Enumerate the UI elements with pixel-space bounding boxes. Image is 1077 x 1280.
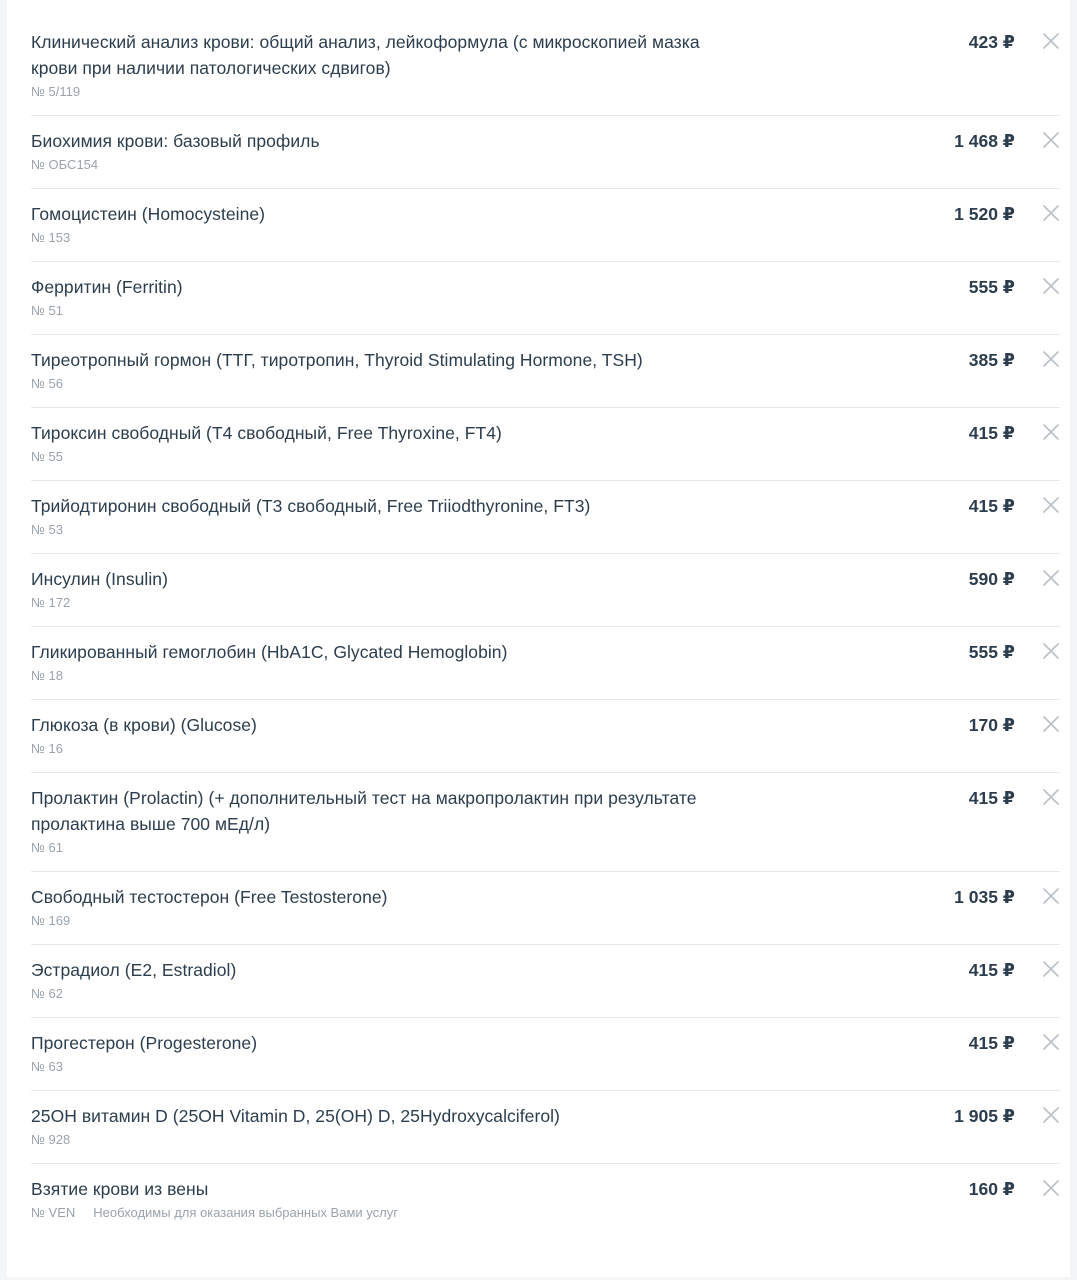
item-price: 1 468 ₽	[954, 131, 1015, 151]
remove-item-button[interactable]	[1042, 1033, 1060, 1051]
item-price: 415 ₽	[968, 788, 1015, 808]
item-code: № 56	[31, 376, 64, 391]
cart-item	[31, 481, 1060, 554]
item-name: Инсулин (Insulin)	[31, 569, 168, 589]
item-code: № 61	[31, 840, 64, 855]
item-meta	[31, 1057, 1060, 1077]
item-name: Пролактин (Prolactin) (+ дополнительный тест на макропролактин при результате пролактина выше 700 мЕд/л)	[31, 788, 697, 834]
remove-item-button[interactable]	[1042, 32, 1060, 50]
item-name: Эстрадиол (E2, Estradiol)	[31, 960, 237, 980]
close-icon	[1042, 715, 1060, 733]
close-icon	[1042, 204, 1060, 222]
close-icon	[1042, 642, 1060, 660]
close-icon	[1042, 423, 1060, 441]
item-meta	[31, 1203, 1060, 1223]
close-icon	[1042, 788, 1060, 806]
item-name: Тироксин свободный (Т4 свободный, Free Thyroxine, FT4)	[31, 423, 502, 443]
cart-item	[31, 262, 1060, 335]
item-code: № 16	[31, 741, 64, 756]
cart-item	[31, 1164, 1060, 1236]
cart-item	[31, 627, 1060, 700]
item-code: № 5/119	[31, 84, 81, 99]
cart-item	[31, 554, 1060, 627]
remove-item-button[interactable]	[1042, 277, 1060, 295]
item-price: 170 ₽	[968, 715, 1015, 735]
cart-item	[31, 1091, 1060, 1164]
remove-item-button[interactable]	[1042, 569, 1060, 587]
remove-item-button[interactable]	[1042, 788, 1060, 806]
remove-item-button[interactable]	[1042, 642, 1060, 660]
cart-item	[31, 189, 1060, 262]
item-price: 385 ₽	[968, 350, 1015, 370]
item-code: № 928	[31, 1132, 71, 1147]
item-code: № 53	[31, 522, 64, 537]
close-icon	[1042, 1106, 1060, 1124]
item-price: 415 ₽	[968, 1033, 1015, 1053]
remove-item-button[interactable]	[1042, 496, 1060, 514]
item-price: 590 ₽	[968, 569, 1015, 589]
item-code: № 55	[31, 449, 64, 464]
item-name: Свободный тестостерон (Free Testosterone)	[31, 887, 388, 907]
remove-item-button[interactable]	[1042, 131, 1060, 149]
item-meta	[31, 447, 1060, 467]
item-name: Ферритин (Ferritin)	[31, 277, 183, 297]
cart-item	[31, 17, 1060, 116]
close-icon	[1042, 1179, 1060, 1197]
remove-item-button[interactable]	[1042, 1179, 1060, 1197]
item-name: Гликированный гемоглобин (HbA1C, Glycated Hemoglobin)	[31, 642, 508, 662]
remove-item-button[interactable]	[1042, 1106, 1060, 1124]
remove-item-button[interactable]	[1042, 960, 1060, 978]
item-meta	[31, 155, 1060, 175]
item-code: № VEN	[31, 1205, 76, 1220]
item-code: № 153	[31, 230, 71, 245]
cart-panel	[7, 0, 1070, 1277]
item-price: 415 ₽	[968, 496, 1015, 516]
item-code: № ОБС154	[31, 157, 99, 172]
item-meta	[31, 82, 1060, 102]
item-meta	[31, 228, 1060, 248]
item-code: № 18	[31, 668, 64, 683]
item-name: 25OH витамин D (25OH Vitamin D, 25(OH) D, 25Hydroxycalciferol)	[31, 1106, 560, 1126]
close-icon	[1042, 496, 1060, 514]
item-price: 415 ₽	[968, 960, 1015, 980]
remove-item-button[interactable]	[1042, 887, 1060, 905]
item-meta	[31, 911, 1060, 931]
cart-item	[31, 945, 1060, 1018]
item-code: № 63	[31, 1059, 64, 1074]
cart-item	[31, 335, 1060, 408]
cart-item	[31, 773, 1060, 872]
item-meta	[31, 593, 1060, 613]
remove-item-button[interactable]	[1042, 204, 1060, 222]
item-meta	[31, 301, 1060, 321]
close-icon	[1042, 350, 1060, 368]
item-meta	[31, 1130, 1060, 1150]
item-code: № 169	[31, 913, 71, 928]
cart-item-list	[31, 17, 1060, 1236]
item-code: № 62	[31, 986, 64, 1001]
item-note: Необходимы для оказания выбранных Вами услуг	[93, 1205, 398, 1220]
item-name: Взятие крови из вены	[31, 1179, 209, 1199]
close-icon	[1042, 277, 1060, 295]
item-price: 555 ₽	[968, 277, 1015, 297]
item-name: Гомоцистеин (Homocysteine)	[31, 204, 266, 224]
item-code: № 51	[31, 303, 64, 318]
close-icon	[1042, 131, 1060, 149]
item-name: Глюкоза (в крови) (Glucose)	[31, 715, 257, 735]
item-price: 423 ₽	[968, 32, 1015, 52]
remove-item-button[interactable]	[1042, 715, 1060, 733]
item-meta	[31, 739, 1060, 759]
cart-item	[31, 1018, 1060, 1091]
item-name: Трийодтиронин свободный (Т3 свободный, Free Triiodthyronine, FT3)	[31, 496, 591, 516]
item-price: 160 ₽	[968, 1179, 1015, 1199]
item-price: 1 520 ₽	[954, 204, 1015, 224]
close-icon	[1042, 887, 1060, 905]
close-icon	[1042, 1033, 1060, 1051]
item-name: Тиреотропный гормон (ТТГ, тиротропин, Thyroid Stimulating Hormone, TSH)	[31, 350, 643, 370]
item-price: 1 905 ₽	[954, 1106, 1015, 1126]
item-meta	[31, 374, 1060, 394]
cart-item	[31, 872, 1060, 945]
cart-item	[31, 116, 1060, 189]
item-name: Клинический анализ крови: общий анализ, лейкоформула (с микроскопией мазка крови при наличии патологических сдвигов)	[31, 32, 700, 78]
item-code: № 172	[31, 595, 71, 610]
item-meta	[31, 838, 1060, 858]
item-price: 555 ₽	[968, 642, 1015, 662]
remove-item-button[interactable]	[1042, 350, 1060, 368]
item-meta	[31, 666, 1060, 686]
close-icon	[1042, 32, 1060, 50]
item-price: 1 035 ₽	[954, 887, 1015, 907]
close-icon	[1042, 569, 1060, 587]
close-icon	[1042, 960, 1060, 978]
item-meta	[31, 984, 1060, 1004]
item-name: Прогестерон (Progesterone)	[31, 1033, 258, 1053]
item-name: Биохимия крови: базовый профиль	[31, 131, 320, 151]
cart-item	[31, 408, 1060, 481]
item-price: 415 ₽	[968, 423, 1015, 443]
remove-item-button[interactable]	[1042, 423, 1060, 441]
cart-item	[31, 700, 1060, 773]
item-meta	[31, 520, 1060, 540]
